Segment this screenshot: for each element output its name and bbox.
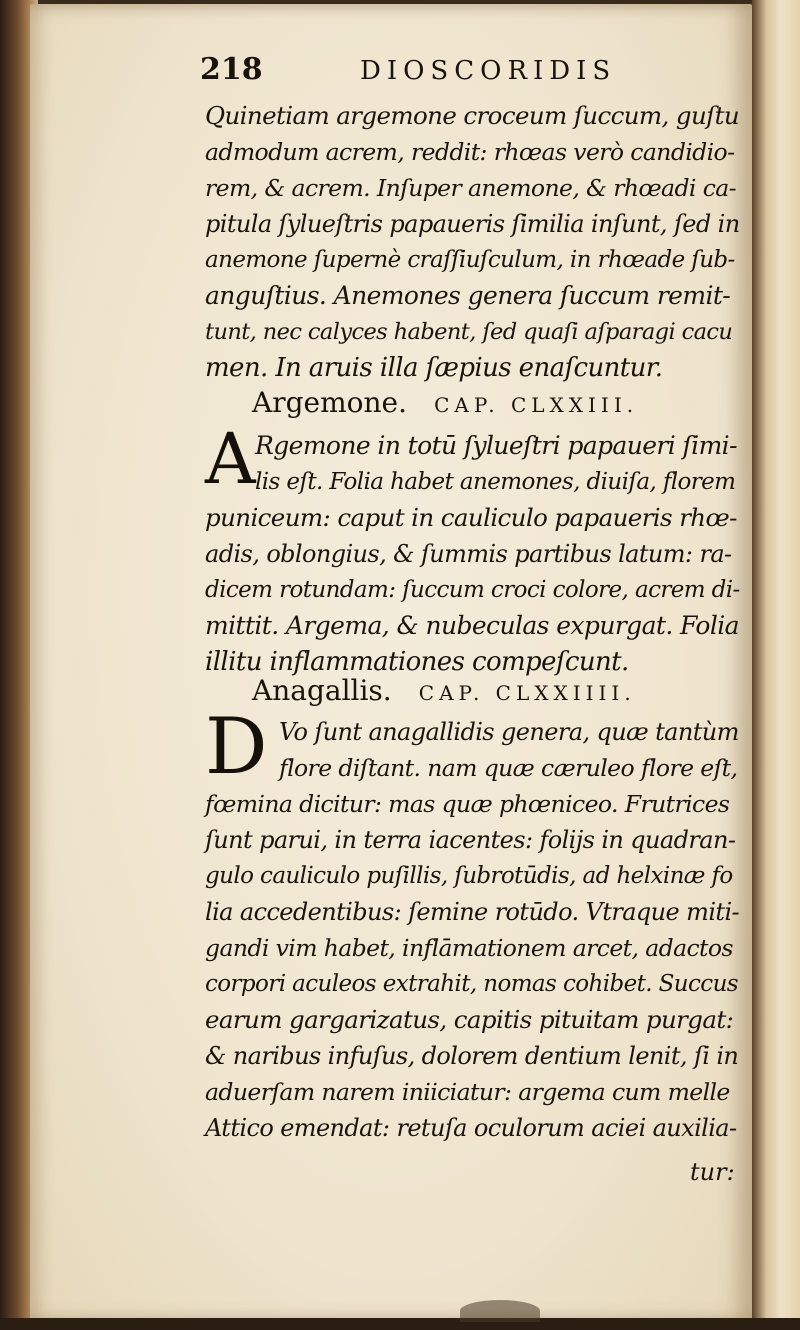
initial-letter: A	[205, 418, 256, 500]
text-line: earum gargarizatus, capitis pituitam purgat:	[205, 1005, 734, 1034]
page-number: 218	[200, 52, 263, 87]
catchword: tur:	[690, 1158, 735, 1186]
text-line: rem, & acrem. Inſuper anemone, & rhœadi ca-	[205, 174, 737, 202]
continuation-paragraph	[205, 98, 740, 386]
chapter-paragraph-argemone	[205, 428, 740, 680]
text-line: Vo ſunt anagallidis genera, quæ tantùm	[279, 718, 739, 746]
paper-stain	[460, 1300, 540, 1322]
chapter-heading-anagallis	[252, 674, 636, 714]
text-line: flore diſtant. nam quæ cæruleo flore eſt,	[279, 754, 738, 782]
text-line: tunt, nec calyces habent, ſed quaſi aſparagi cacu	[205, 319, 733, 345]
page-header	[200, 50, 740, 86]
text-line: corpori aculeos extrahit, nomas cohibet. Succus	[205, 971, 738, 997]
text-line: Attico emendat: retuſa oculorum aciei auxilia-	[205, 1114, 737, 1142]
text-line: Quinetiam argemone croceum ſuccum, guſtu	[205, 101, 740, 130]
text-line: lia accedentibus: ſemine rotūdo. Vtraque miti-	[205, 898, 740, 926]
text-line: anguſtius. Anemones genera ſuccum remit-	[205, 281, 731, 310]
chapter-title: Argemone.	[252, 386, 408, 419]
running-head: DIOSCORIDIS	[360, 56, 617, 86]
chapter-number: CAP. CLXXIII.	[434, 393, 639, 417]
text-line: admodum acrem, reddit: rhœas verò candidio-	[205, 138, 735, 166]
text-line: ſunt parui, in terra iacentes: folijs in quadran-	[205, 826, 736, 854]
page-bottom-edge	[0, 1318, 800, 1330]
text-line: mittit. Argema, & nubeculas expurgat. Folia	[205, 611, 739, 640]
initial-letter: D	[205, 702, 268, 792]
text-line: gulo cauliculo puſillis, ſubrotūdis, ad helxinæ fo	[205, 863, 733, 889]
chapter-heading-argemone	[252, 386, 638, 426]
text-line: pitula ſylueſtris papaueris ſimilia inſunt, ſed in	[205, 210, 740, 238]
text-line: illitu inflammationes compeſcunt.	[205, 647, 629, 677]
text-line: & naribus infuſus, dolorem dentium lenit, ſi in	[205, 1042, 739, 1070]
text-line: anemone ſupernè craſſiuſculum, in rhœade ſub-	[205, 247, 735, 273]
text-line: lis eſt. Folia habet anemones, diuiſa, florem	[255, 469, 736, 495]
next-page-edge	[752, 0, 800, 1330]
text-line: men. In aruis illa ſæpius enaſcuntur.	[205, 353, 663, 383]
text-line: fœmina dicitur: mas quæ phœniceo. Frutrices	[205, 790, 730, 818]
text-line: puniceum: caput in cauliculo papaueris rhœ-	[205, 503, 737, 532]
text-line: aduerſam narem iniiciatur: argema cum melle	[205, 1078, 730, 1106]
text-line: Rgemone in totū ſylueſtri papaueri ſimi-	[255, 431, 737, 460]
chapter-paragraph-anagallis	[205, 702, 740, 1146]
chapter-number: CAP. CLXXIIII.	[418, 681, 636, 705]
text-line: gandi vim habet, inflāmationem arcet, adactos	[205, 934, 733, 962]
text-line: adis, oblongius, & ſummis partibus latum: ra-	[205, 540, 732, 568]
chapter-title: Anagallis.	[252, 674, 392, 707]
text-line: dicem rotundam: ſuccum croci colore, acrem di-	[205, 577, 740, 603]
